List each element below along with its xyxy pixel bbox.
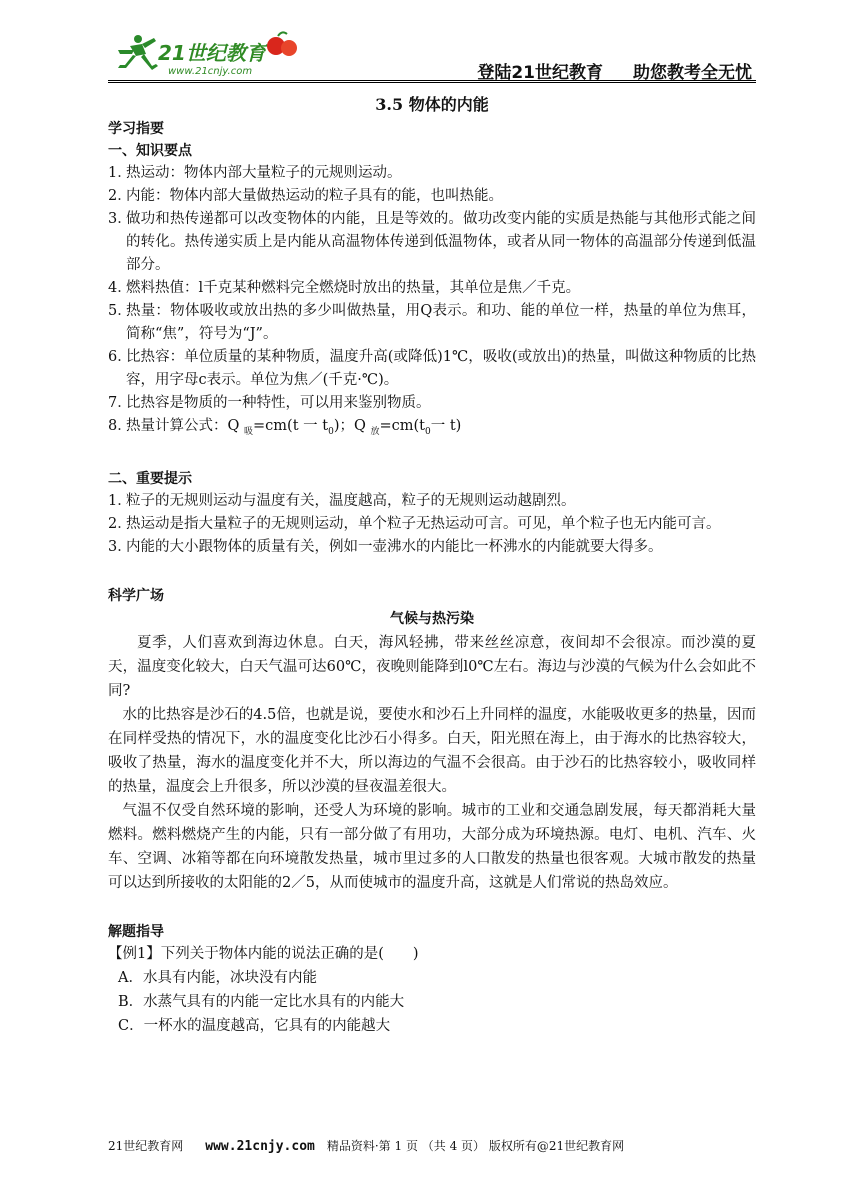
logo-url: www.21cnjy.com — [168, 66, 253, 77]
answer-option: A．水具有内能，冰块没有内能 — [118, 969, 317, 986]
solving-guide-heading: 解题指导 — [108, 923, 164, 940]
key-tips-heading: 二、重要提示 — [108, 470, 192, 487]
list-item: 7． 比热容是物质的一种特性，可以用来鉴别物质。 — [108, 395, 431, 411]
example-question: 【例1】下列关于物体内能的说法正确的是( ) — [108, 945, 419, 962]
article-paragraph: 气温不仅受自然环境的影响，还受人为环境的影响。城市的工业和交通急剧发展，每天都消耗大量燃料。燃料燃烧产生的内能，只有一部分做了有用功，大部分成为环境热源。电灯、电机、汽车、火车、空调、冰箱等都在向环境散发热量，城市里过多的人口散发的热量也很客观。大城市散发的热量可以达到所接收的太阳能的2／5，从而使城市的温度升高，这就是人们常说的热岛效应。 — [108, 802, 756, 891]
article-title: 气候与热污染 — [390, 610, 474, 627]
list-item: 4． 燃料热值：l千克某种燃料完全燃烧时放出的热量，其单位是焦／千克。 — [108, 280, 581, 296]
tips-list — [108, 490, 756, 559]
footer-page-info: 精品资料·第 1 页 （共 4 页） 版权所有@21世纪教育网 — [326, 1139, 625, 1153]
list-item: 3． 做功和热传递都可以改变物体的内能，且是等效的。做功改变内能的实质是热能与其他形式能之间的转化。热传递实质上是内能从高温物体传递到低温物体，或者从同一物体的高温部分传递到低温部分。 — [108, 211, 756, 273]
science-plaza-heading: 科学广场 — [108, 587, 164, 604]
article-paragraph: 夏季，人们喜欢到海边休息。白天，海风轻拂，带来丝丝凉意，夜间却不会很凉。而沙漠的夏天，温度变化较大，白天气温可达60℃，夜晚则能降到l0℃左右。海边与沙漠的气候为什么会如此不同? — [108, 634, 756, 699]
list-item: 3． 内能的大小跟物体的质量有关，例如一壶沸水的内能比一杯沸水的内能就要大得多。 — [108, 538, 663, 555]
list-item: 1． 热运动：物体内部大量粒子的元规则运动。 — [108, 165, 402, 181]
answer-option: C．一杯水的温度越高，它具有的内能越大 — [118, 1017, 391, 1034]
list-item: 2． 内能：物体内部大量做热运动的粒子具有的能，也叫热能。 — [108, 188, 503, 204]
knowledge-points-heading: 一、知识要点 — [108, 143, 192, 159]
formula-item: 8． 热量计算公式：Q $_吸$=cm(t 一 $t_0$)；Q $_放=cm(t_0$一 t) — [108, 418, 462, 437]
slogan-motto: 助您教考全无忧 — [633, 63, 752, 83]
footer-site: 21世纪教育网 — [108, 1139, 184, 1153]
page-title: 3.5 物体的内能 — [375, 95, 489, 114]
study-guide-heading: 学习指要 — [108, 121, 164, 137]
page-footer — [108, 1137, 756, 1154]
runner-icon — [118, 35, 158, 70]
list-item: 1． 粒子的无规则运动与温度有关，温度越高，粒子的无规则运动越剧烈。 — [108, 492, 576, 509]
document-body — [108, 92, 756, 1038]
page-header — [108, 28, 756, 83]
article-paragraph: 水的比热容是沙石的4.5倍，也就是说，要使水和沙石上升同样的温度，水能吸收更多的热量，因而在同样受热的情况下，水的温度变化比沙石小得多。白天，阳光照在海上，由于海水的比热容较大，吸收了热量，海水的温度变化并不大，所以海边的气温不会很高。由于沙石的比热容较小，吸收同样的热量，温度会上升很多，所以沙漠的昼夜温差很大。 — [108, 706, 756, 795]
site-logo[interactable] — [108, 28, 308, 80]
footer-url[interactable]: www.21cnjy.com — [205, 1139, 315, 1154]
slogan-login: 登陆21世纪教育 — [477, 63, 603, 83]
list-item: 6． 比热容：单位质量的某种物质，温度升高(或降低)1℃，吸收(或放出)的热量，叫做这种物质的比热容，用字母c表示。单位为焦／(千克·℃)。 — [108, 349, 756, 388]
list-item: 5． 热量：物体吸收或放出热的多少叫做热量，用Q表示。和功、能的单位一样，热量的单位为焦耳，简称“焦”，符号为“J”。 — [108, 303, 756, 342]
knowledge-list — [108, 162, 756, 444]
list-item: 2． 热运动是指大量粒子的无规则运动，单个粒子无热运动可言。可见，单个粒子也无内能可言。 — [108, 515, 721, 532]
header-rule — [108, 80, 756, 83]
answer-option: B．水蒸气具有的内能一定比水具有的内能大 — [118, 993, 405, 1010]
logo-text: 21世纪教育 — [158, 41, 266, 65]
apple-icon — [267, 32, 297, 56]
